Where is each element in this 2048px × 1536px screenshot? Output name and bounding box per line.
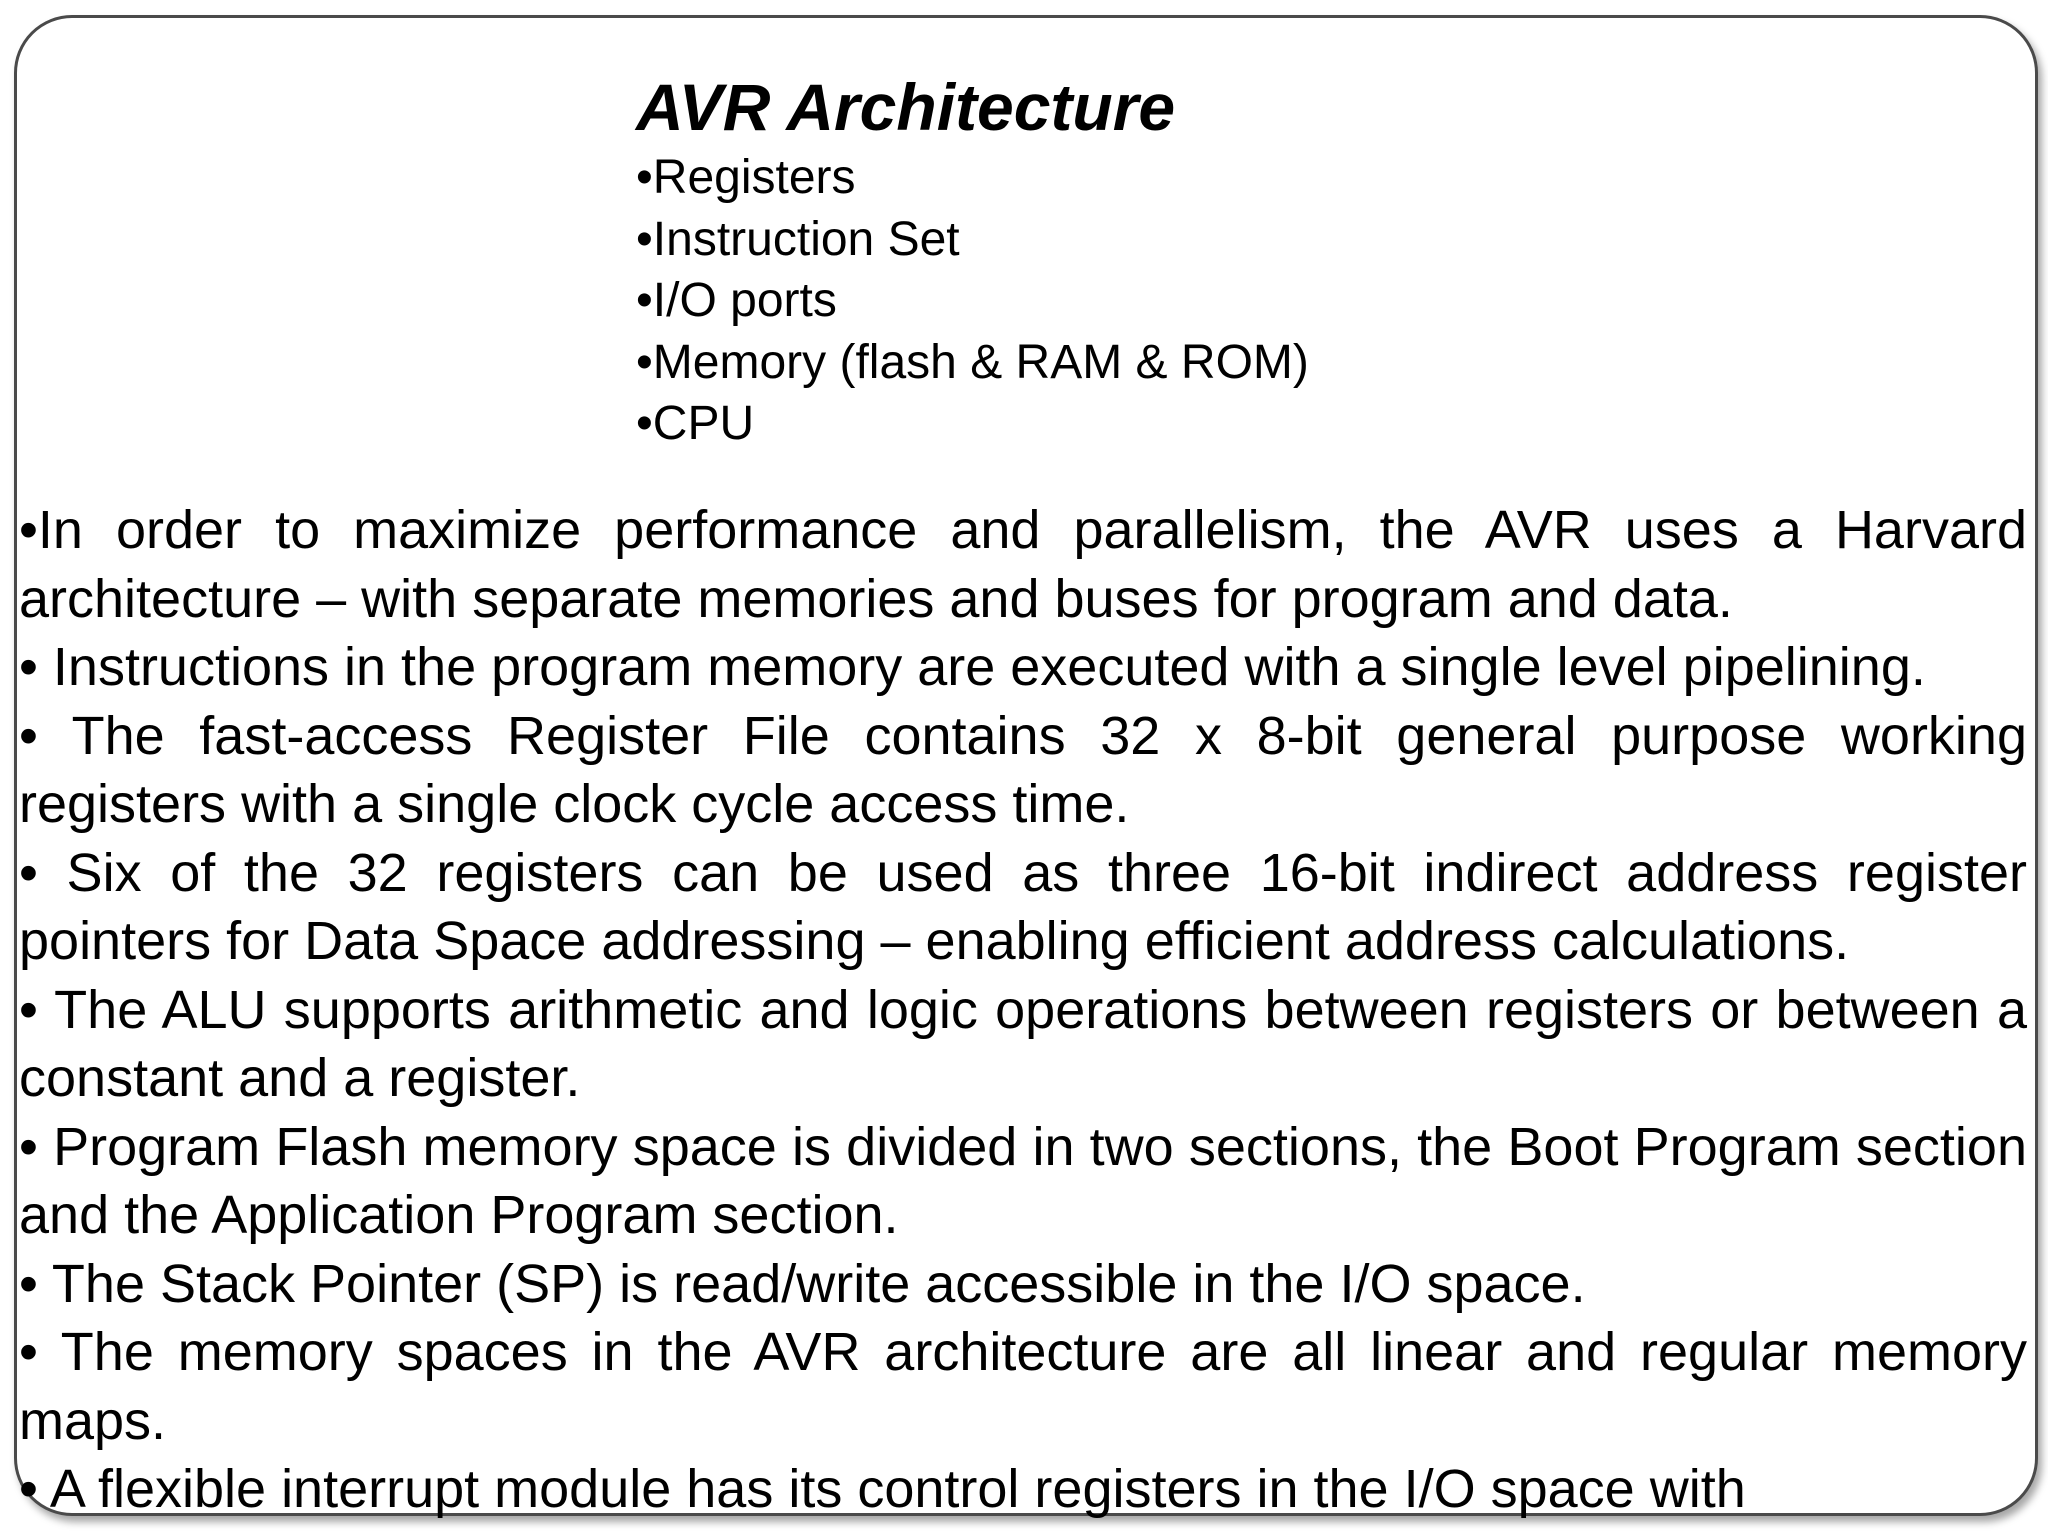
bullet-item: • Six of the 32 registers can be used as three 16-bit indirect address register pointers for Data Space addressing – enabling efficient address calculations. xyxy=(19,842,2027,971)
topic-item: •Memory (flash & RAM & ROM) xyxy=(636,335,1309,389)
bullet-list xyxy=(19,496,2027,1524)
bullet-item: • The ALU supports arithmetic and logic operations between registers or between a constant and a register. xyxy=(19,979,2027,1108)
topic-item: •CPU xyxy=(636,397,755,450)
topic-list xyxy=(636,147,1309,455)
bullet-item: • Instructions in the program memory are executed with a single level pipelining. xyxy=(19,637,1926,697)
slide-title: AVR Architecture xyxy=(636,70,1176,144)
bullet-item: • A flexible interrupt module has its control registers in the I/O space with xyxy=(19,1459,1746,1519)
topic-item: •Registers xyxy=(636,151,856,204)
bullet-item: • Program Flash memory space is divided in two sections, the Boot Program section and the Application Program section. xyxy=(19,1116,2027,1245)
bullet-item: • The memory spaces in the AVR architecture are all linear and regular memory maps. xyxy=(19,1322,2027,1451)
bullet-item: • The fast-access Register File contains 32 x 8-bit general purpose working registers with a single clock cycle access time. xyxy=(19,705,2027,834)
topic-item: •Instruction Set xyxy=(636,212,960,266)
bullet-item: •In order to maximize performance and parallelism, the AVR uses a Harvard architecture – with separate memories and buses for program and data. xyxy=(19,500,2027,629)
topic-item: •I/O ports xyxy=(636,274,837,327)
bullet-item: • The Stack Pointer (SP) is read/write accessible in the I/O space. xyxy=(19,1253,1586,1314)
